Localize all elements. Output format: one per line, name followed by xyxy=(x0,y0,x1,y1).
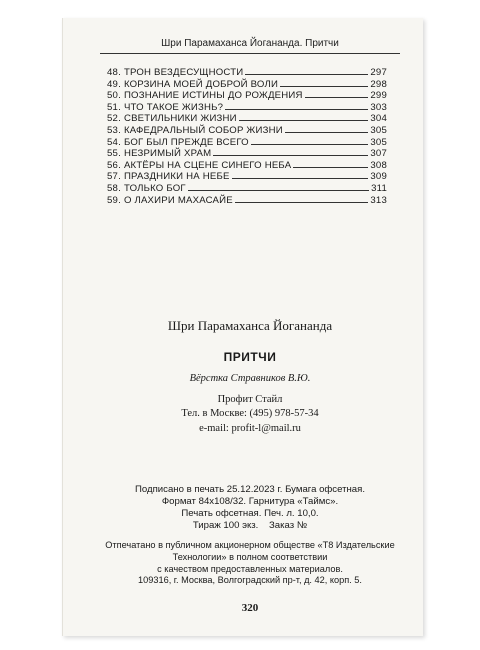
toc-entry-page: 313 xyxy=(370,194,387,206)
publisher-email: e-mail: profit-l@mail.ru xyxy=(199,422,301,434)
toc-entry-number: 55. xyxy=(107,148,121,160)
printer-details xyxy=(100,540,400,587)
toc-entry-title: ПОЗНАНИЕ ИСТИНЫ ДО РОЖДЕНИЯ xyxy=(123,90,303,102)
toc-entry xyxy=(107,159,387,171)
toc-entry-title: КОРЗИНА МОЕЙ ДОБРОЙ ВОЛИ xyxy=(123,78,279,90)
toc-entry xyxy=(107,136,387,148)
printer-line: Отпечатано в публичном акционерном обществе «Т8 Издательские xyxy=(105,540,395,550)
toc-entry xyxy=(107,112,387,124)
toc-entry-page: 303 xyxy=(370,101,387,113)
toc-entry-title: КАФЕДРАЛЬНЫЙ СОБОР ЖИЗНИ xyxy=(123,124,283,136)
toc-entry xyxy=(107,124,387,136)
toc-entry-page: 309 xyxy=(370,171,387,183)
toc-entry-number: 56. xyxy=(107,159,121,171)
toc-entry-title: ЧТО ТАКОЕ ЖИЗНЬ? xyxy=(123,101,224,113)
running-header: Шри Парамаханса Йогананда. Притчи xyxy=(161,38,339,49)
toc-entry-number: 53. xyxy=(107,124,121,136)
toc-leader-line xyxy=(232,170,369,179)
print-line: Подписано в печать 25.12.2023 г. Бумага офсетная. xyxy=(134,484,366,495)
publisher-phone: Тел. в Москве: (495) 978-57-34 xyxy=(181,408,319,419)
toc-entry-page: 304 xyxy=(370,113,387,125)
colophon-title: ПРИТЧИ xyxy=(223,350,277,364)
toc-leader-line xyxy=(225,101,368,110)
toc-entry-number: 50. xyxy=(107,90,121,102)
toc-entry-number: 49. xyxy=(107,78,121,90)
toc-entry xyxy=(107,101,387,113)
toc-entry xyxy=(107,89,387,101)
toc-entry-page: 311 xyxy=(371,182,387,194)
toc-leader-line xyxy=(280,78,368,87)
toc-leader-line xyxy=(213,147,368,156)
toc-entry-title: АКТЁРЫ НА СЦЕНЕ СИНЕГО НЕБА xyxy=(123,159,292,171)
toc-entry xyxy=(107,66,387,78)
table-of-contents xyxy=(107,66,387,205)
toc-entry xyxy=(107,182,387,194)
print-details xyxy=(100,484,400,532)
toc-entry-number: 59. xyxy=(107,194,121,206)
toc-entry-title: НЕЗРИМЫЙ ХРАМ xyxy=(123,148,212,160)
toc-entry-title: ТРОН ВЕЗДЕСУЩНОСТИ xyxy=(123,67,244,78)
toc-entry-page: 305 xyxy=(370,124,387,136)
toc-entry-number: 48. xyxy=(107,67,121,78)
toc-entry-title: СВЕТИЛЬНИКИ ЖИЗНИ xyxy=(123,113,237,125)
publisher-name: Профит Стайл xyxy=(217,393,283,405)
toc-entry xyxy=(107,194,387,206)
toc-leader-line xyxy=(251,136,369,145)
toc-leader-line xyxy=(305,89,369,98)
layout-credit: Вёрстка Стравников В.Ю. xyxy=(189,373,311,384)
printer-line: с качеством предоставленных материалов. xyxy=(157,563,343,574)
toc-entry-title: БОГ БЫЛ ПРЕЖДЕ ВСЕГО xyxy=(123,136,249,148)
header-rule xyxy=(100,53,400,54)
print-line: Печать офсетная. Печ. л. 10,0. xyxy=(181,508,319,519)
printer-line: Технологии» в полном соответствии xyxy=(172,551,328,562)
toc-entry xyxy=(107,170,387,182)
print-line: Тираж 100 экз. Заказ № xyxy=(192,520,308,531)
toc-entry-number: 52. xyxy=(107,113,121,125)
toc-entry-title: О ЛАХИРИ МАХАСАЙЕ xyxy=(123,194,233,206)
toc-entry-page: 305 xyxy=(370,136,387,148)
toc-leader-line xyxy=(235,194,369,203)
toc-entry-title: ТОЛЬКО БОГ xyxy=(123,182,186,194)
toc-leader-line xyxy=(239,112,369,121)
colophon-author: Шри Парамаханса Йогананда xyxy=(167,318,333,333)
printer-line: 109316, г. Москва, Волгоградский пр-т, д. 42, корп. 5. xyxy=(138,575,362,586)
page-number: 320 xyxy=(241,602,259,614)
toc-entry-page: 299 xyxy=(370,90,387,102)
imprint-block xyxy=(100,372,400,436)
toc-leader-line xyxy=(285,124,369,133)
toc-entry xyxy=(107,78,387,90)
toc-entry-number: 51. xyxy=(107,101,121,113)
toc-entry-page: 307 xyxy=(370,148,387,160)
toc-entry-title: ПРАЗДНИКИ НА НЕБЕ xyxy=(123,171,230,183)
toc-leader-line xyxy=(245,66,368,75)
toc-entry-page: 297 xyxy=(370,67,387,78)
toc-entry-page: 298 xyxy=(370,78,387,90)
toc-entry-number: 57. xyxy=(107,171,121,183)
toc-entry xyxy=(107,147,387,159)
print-line: Формат 84х108/32. Гарнитура «Таймс». xyxy=(161,496,339,507)
toc-entry-number: 54. xyxy=(107,136,121,148)
toc-entry-number: 58. xyxy=(107,182,121,194)
toc-entry-page: 308 xyxy=(370,159,387,171)
toc-leader-line xyxy=(188,182,369,191)
toc-leader-line xyxy=(293,159,368,168)
